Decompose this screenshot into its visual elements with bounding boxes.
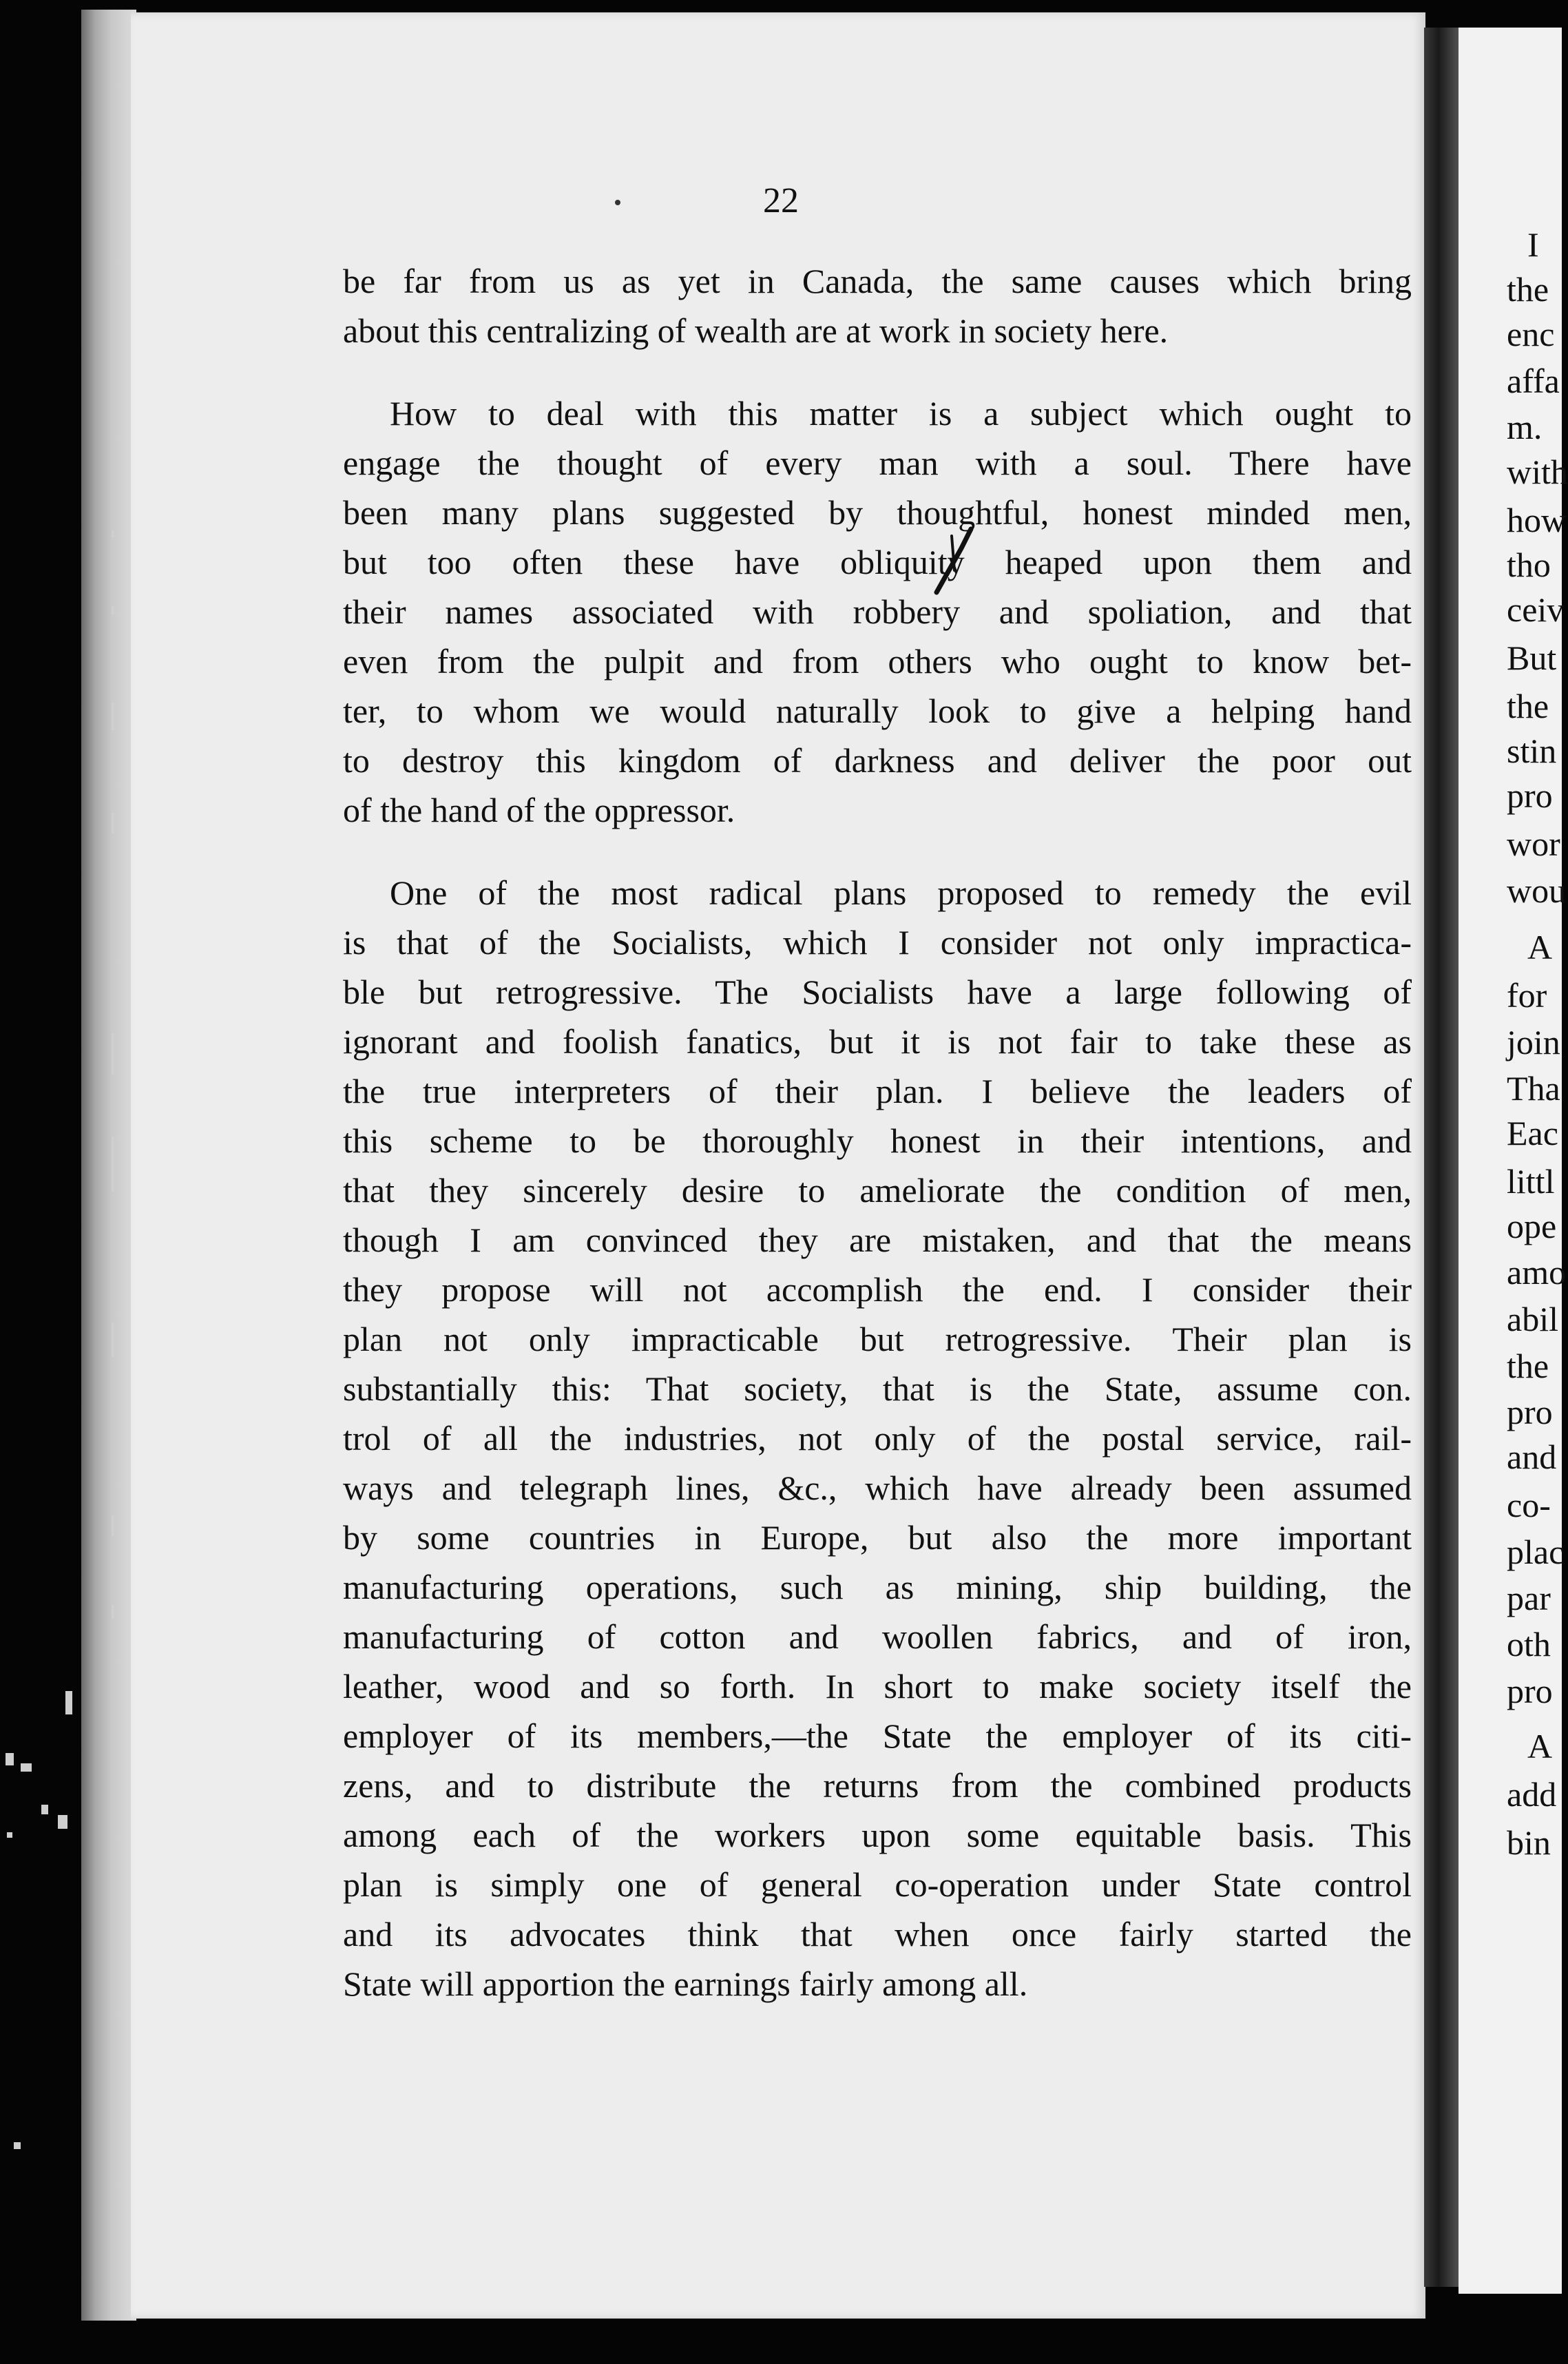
facing-page-fragment: pro xyxy=(1507,1393,1553,1431)
facing-page-fragment: wou xyxy=(1507,871,1567,910)
facing-page-fragment: m. xyxy=(1507,408,1543,446)
text-line: been many plans suggested by thoughtful, honest minded men, xyxy=(343,493,1412,532)
text-line: ter, to whom we would naturally look to give a helping hand xyxy=(343,692,1412,730)
text-line: ble but retrogressive. The Socialists have a large following of xyxy=(343,973,1412,1011)
text-line: this scheme to be thoroughly honest in their intentions, and xyxy=(343,1121,1412,1160)
facing-page-fragment: ceiv xyxy=(1507,590,1565,629)
text-line: they propose will not accomplish the end. I consider their xyxy=(343,1270,1412,1309)
text-line: about this centralizing of wealth are at work in society here. xyxy=(343,311,1169,350)
facing-page-fragment: A xyxy=(1527,1727,1553,1765)
facing-page-fragment: the xyxy=(1507,1347,1549,1385)
facing-page-fragment: add xyxy=(1507,1775,1557,1814)
text-line: manufacturing operations, such as mining, ship building, the xyxy=(343,1568,1412,1606)
text-line: is that of the Socialists, which I consider not only impractica- xyxy=(343,923,1412,962)
facing-page-fragment: oth xyxy=(1507,1625,1551,1663)
text-line: the true interpreters of their plan. I believe the leaders of xyxy=(343,1072,1412,1110)
text-line: to destroy this kingdom of darkness and deliver the poor out xyxy=(343,741,1412,780)
facing-page-fragment: bin xyxy=(1507,1823,1551,1862)
text-line: even from the pulpit and from others who ought to know bet- xyxy=(343,642,1412,681)
text-line: of the hand of the oppressor. xyxy=(343,791,735,829)
facing-page-fragment: A xyxy=(1527,928,1553,966)
text-line: zens, and to distribute the returns from the combined products xyxy=(343,1766,1412,1805)
text-line: by some countries in Europe, but also the more important xyxy=(343,1518,1412,1557)
text-line: leather, wood and so forth. In short to make society itself the xyxy=(343,1667,1412,1705)
facing-page-fragment: tho xyxy=(1507,546,1551,584)
facing-page-fragment: littl xyxy=(1507,1162,1555,1201)
text-line: substantially this: That society, that is the State, assume con. xyxy=(343,1369,1412,1408)
facing-page-fragment: pro xyxy=(1507,1672,1553,1710)
facing-page-fragment: wor xyxy=(1507,825,1560,863)
text-line: their names associated with robbery and spoliation, and that xyxy=(343,592,1412,631)
facing-page-fragment: But xyxy=(1507,639,1557,677)
text-line: among each of the workers upon some equitable basis. This xyxy=(343,1816,1412,1854)
facing-page-fragment: plac xyxy=(1507,1533,1565,1571)
text-line: engage the thought of every man with a soul. There have xyxy=(343,444,1412,482)
facing-page-fragment: pro xyxy=(1507,776,1553,815)
text-line: but too often these have obliquity heaped upon them and xyxy=(343,543,1412,581)
text-line: that they sincerely desire to ameliorate the condition of men, xyxy=(343,1171,1412,1210)
text-line: trol of all the industries, not only of the postal service, rail- xyxy=(343,1419,1412,1458)
facing-page-fragment: affa xyxy=(1507,362,1560,400)
facing-page-fragment: the xyxy=(1507,687,1549,725)
text-line: manufacturing of cotton and woollen fabrics, and of iron, xyxy=(343,1617,1412,1656)
facing-page-fragment: par xyxy=(1507,1579,1551,1617)
facing-page-fragment: Eac xyxy=(1507,1114,1558,1152)
facing-page-fragment: join xyxy=(1507,1023,1560,1061)
facing-page-fragment: for xyxy=(1507,976,1547,1015)
text-line: One of the most radical plans proposed to remedy the evil xyxy=(390,873,1412,912)
text-line: employer of its members,—the State the employer of its citi- xyxy=(343,1717,1412,1755)
text-line: though I am convinced they are mistaken, and that the means xyxy=(343,1221,1412,1259)
facing-page-fragment: with xyxy=(1507,453,1568,491)
text-line: plan is simply one of general co-operation under State control xyxy=(343,1865,1412,1904)
facing-page-fragment: I xyxy=(1527,225,1539,264)
facing-page-fragment: stin xyxy=(1507,732,1557,770)
text-line: How to deal with this matter is a subject which ought to xyxy=(390,394,1412,433)
text-line: ignorant and foolish fanatics, but it is not fair to take these as xyxy=(343,1022,1412,1061)
facing-page-fragment: the xyxy=(1507,270,1549,309)
text-line: be far from us as yet in Canada, the same causes which bring xyxy=(343,262,1412,300)
facing-page-fragment: Tha xyxy=(1507,1069,1560,1108)
facing-page-fragment: ope xyxy=(1507,1207,1557,1245)
text-line: State will apportion the earnings fairly among all. xyxy=(343,1964,1028,2003)
text-line: and its advocates think that when once fairly started the xyxy=(343,1915,1412,1953)
facing-page-fragment: and xyxy=(1507,1438,1557,1476)
facing-page-fragment: how xyxy=(1507,501,1567,539)
facing-page-fragment: co- xyxy=(1507,1486,1551,1524)
facing-page-fragment: amo xyxy=(1507,1253,1567,1292)
facing-page-fragment: abil xyxy=(1507,1300,1558,1338)
text-line: plan not only impracticable but retrogressive. Their plan is xyxy=(343,1320,1412,1358)
facing-page-fragment: enc xyxy=(1507,315,1555,353)
text-line: ways and telegraph lines, &c., which have already been assumed xyxy=(343,1469,1412,1507)
page-number: 22 xyxy=(763,181,799,220)
